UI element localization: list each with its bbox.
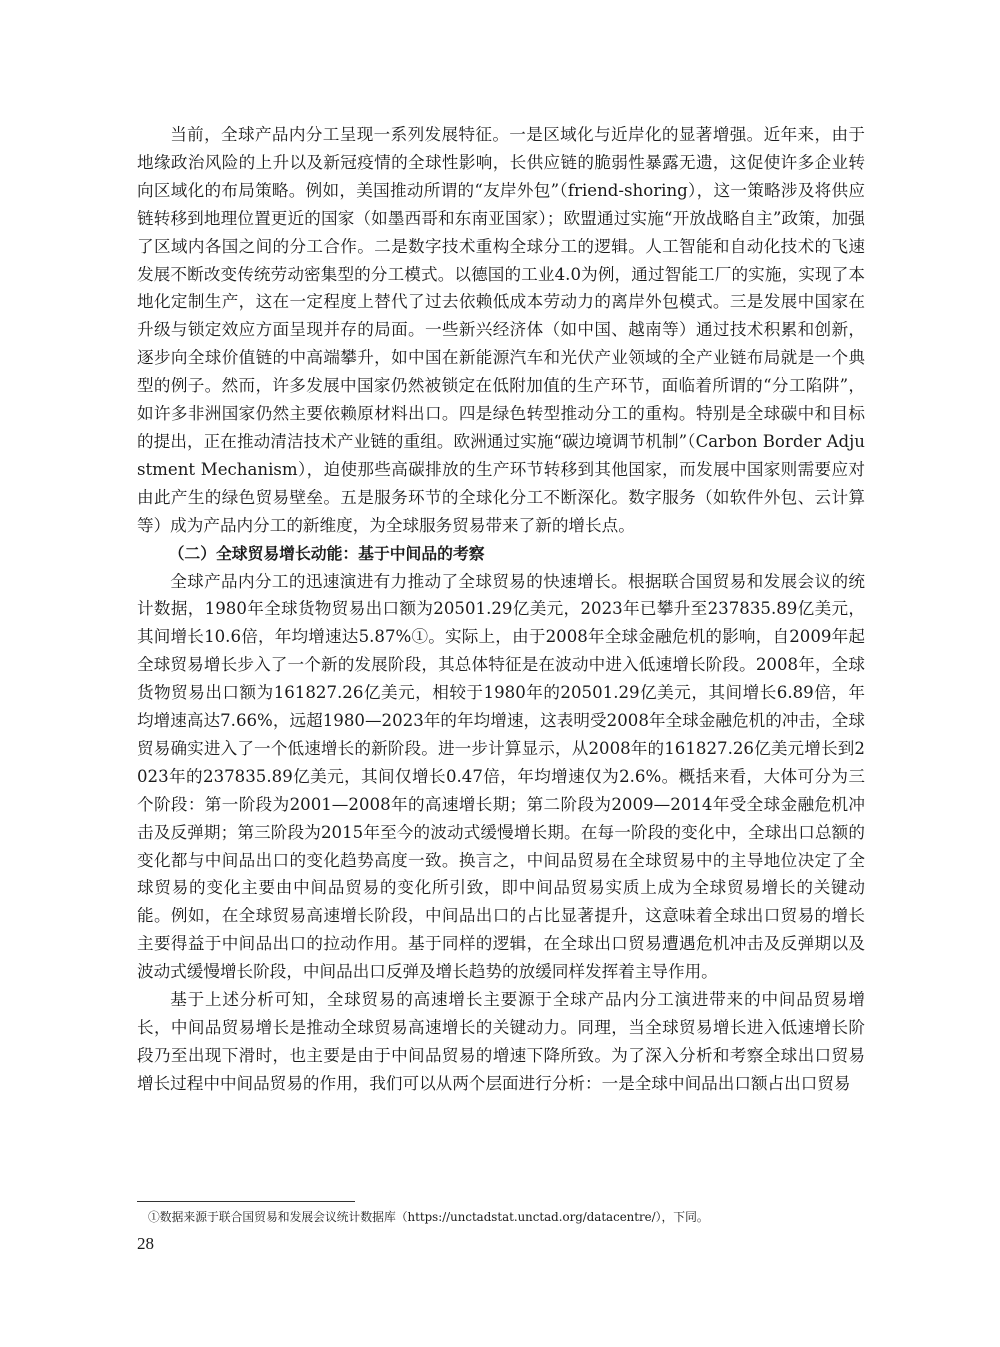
page-number: 28 [137,1234,154,1253]
footnote: ①数据来源于联合国贸易和发展会议统计数据库（https://unctadstat.unctad.org/datacentre/），下同。 [148,1210,709,1224]
paragraph-trade-growth [137,568,865,987]
section-heading: （二）全球贸易增长动能：基于中间品的考察 [168,543,485,563]
paragraph-regional-features: 当前，全球产品内分工呈现一系列发展特征。一是区域化与近岸化的显著增强。近年来，由于地缘政治风险的上升以及新冠疫情的全球性影响，长供应链的脆弱性暴露无遗，这促使许多企业转向区域化的布局策略。例如，美国推动所谓的“友岸外包”（friend-shoring），这一策略涉及将供应链转移到地理位置更近的国家（如墨西哥和东南亚国家）；欧盟通过实施“开放战略自主”政策，加强了区域内各国之间的分工合作。二是数字技术重构全球分工的逻辑。人工智能和自动化技术的飞速发展不断改变传统劳动密集型的分工模式。以德国的工业4.0为例，通过智能工厂的实施，实现了本地化定制生产，这在一定程度上替代了过去依赖低成本劳动力的离岸外包模式。三是发展中国家在升级与锁定效应方面呈现并存的局面。一些新兴经济体（如中国、越南等）通过技术积累和创新，逐步向全球价值链的中高端攀升，如中国在新能源汽车和光伏产业领域的全产业链布局就是一个典型的例子。然而，许多发展中国家仍然被锁定在低附加值的生产环节，面临着所谓的“分工陷阱”，如许多非洲国家仍然主要依赖原材料出口。四是绿色转型推动分工的重构。特别是全球碳中和目标的提出，正在推动清洁技术产业链的重组。欧洲通过实施“碳边境调节机制”（Carbon Border Adjustment Mechanism），迫使那些高碳排放的生产环节转移到其他国家，而发展中国家则需要应对由此产生的绿色贸易壁垒。五是服务环节的全球化分工不断深化。数字服务（如软件外包、云计算等）成为产品内分工的新维度，为全球服务贸易带来了新的增长点。 [137,125,865,535]
footnote-reference[interactable]: ① [411,627,429,647]
paragraph-intermediate-goods: 基于上述分析可知，全球贸易的高速增长主要源于全球产品内分工演进带来的中间品贸易增长，中间品贸易增长是推动全球贸易高速增长的关键动力。同理，当全球贸易增长进入低速增长阶段乃至出现下滑时，也主要是由于中间品贸易的增速下降所致。为了深入分析和考察全球出口贸易增长过程中中间品贸易的作用，我们可以从两个层面进行分析：一是全球中间品出口额占出口贸易 [137,990,865,1093]
body-text [137,121,865,1098]
paragraph-trade-growth-part1: 全球产品内分工的迅速演进有力推动了全球贸易的快速增长。根据联合国贸易和发展会议的统计数据，1980年全球货物贸易出口额为20501.29亿美元，2023年已攀升至237835.89亿美元，其间增长10.6倍，年均增速达5.87% [137,571,865,647]
paragraph-trade-growth-part2: 。实际上，由于2008年全球金融危机的影响，自2009年起全球贸易增长步入了一个新的发展阶段，其总体特征是在波动中进入低速增长阶段。2008年，全球货物贸易出口额为161827.26亿美元，相较于1980年的20501.29亿美元，其间增长6.89倍，年均增速高达7.66%，远超1980—2023年的年均增速，这表明受2008年全球金融危机的冲击，全球贸易确实进入了一个低速增长的新阶段。进一步计算显示，从2008年的161827.26亿美元增长到2023年的237835.89亿美元，其间仅增长0.47倍，年均增速仅为2.6%。概括来看，大体可分为三个阶段：第一阶段为2001—2008年的高速增长期；第二阶段为2009—2014年受全球金融危机冲击及反弹期；第三阶段为2015年至今的波动式缓慢增长期。在每一阶段的变化中，全球出口总额的变化都与中间品出口的变化趋势高度一致。换言之，中间品贸易在全球贸易中的主导地位决定了全球贸易的变化主要由中间品贸易的变化所引致，即中间品贸易实质上成为全球贸易增长的关键动能。例如，在全球贸易高速增长阶段，中间品出口的占比显著提升，这意味着全球出口贸易的增长主要得益于中间品出口的拉动作用。基于同样的逻辑，在全球出口贸易遭遇危机冲击及反弹期以及波动式缓慢增长阶段，中间品出口反弹及增长趋势的放缓同样发挥着主导作用。 [137,627,865,982]
footnote-divider [137,1201,355,1202]
